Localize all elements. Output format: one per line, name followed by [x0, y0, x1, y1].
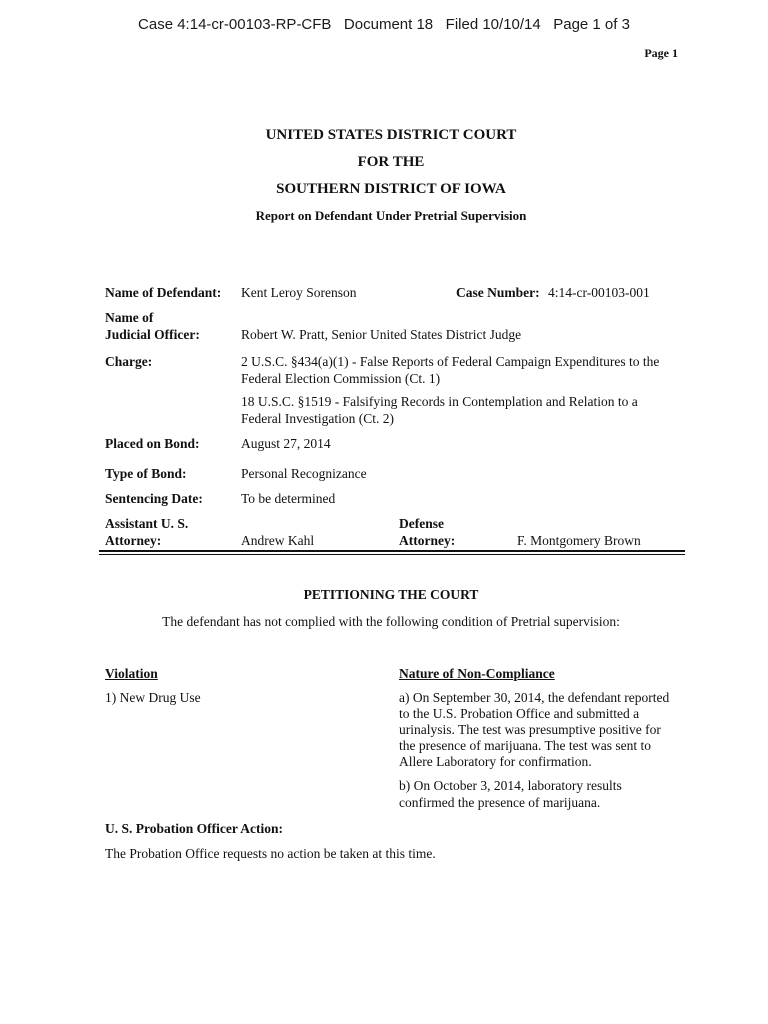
ausa-name: Andrew Kahl: [241, 533, 315, 548]
defense-label-line2: Attorney:: [399, 533, 456, 548]
judicial-label-line2: Judicial Officer:: [105, 327, 200, 342]
charge-2-line2: Federal Investigation (Ct. 2): [241, 411, 394, 426]
case-number-label: Case Number:: [456, 285, 540, 300]
sentencing-date: To be determined: [241, 491, 336, 506]
court-for-the: FOR THE: [357, 154, 425, 170]
non-compliance-a-line3: urinalysis. The test was presumptive positive for: [399, 722, 661, 737]
non-compliance-a-line4: the presence of marijuana. The test was sent to: [399, 738, 652, 753]
non-compliance-b-line2: confirmed the presence of marijuana.: [399, 795, 601, 810]
charge-label: Charge:: [105, 354, 153, 369]
sentencing-label: Sentencing Date:: [105, 491, 203, 506]
charge-1-line2: Federal Election Commission (Ct. 1): [241, 371, 441, 386]
violation-item: 1) New Drug Use: [105, 690, 201, 705]
ausa-label-line2: Attorney:: [105, 533, 162, 548]
charge-2-line1: 18 U.S.C. §1519 - Falsifying Records in Contemplation and Relation to a: [241, 394, 638, 409]
non-compliance-a-line2: to the U.S. Probation Office and submitted a: [399, 706, 640, 721]
petition-intro: The defendant has not complied with the following condition of Pretrial supervision:: [162, 614, 620, 629]
bond-date: August 27, 2014: [241, 436, 331, 451]
bond-type: Personal Recognizance: [241, 466, 367, 481]
non-compliance-a-line5: Allere Laboratory for confirmation.: [399, 754, 592, 769]
defendant-name: Kent Leroy Sorenson: [241, 285, 357, 300]
defense-attorney: F. Montgomery Brown: [517, 533, 641, 548]
petition-heading: PETITIONING THE COURT: [303, 587, 479, 602]
court-name: UNITED STATES DISTRICT COURT: [265, 127, 517, 143]
bond-type-label: Type of Bond:: [105, 466, 187, 481]
action-text: The Probation Office requests no action be taken at this time.: [105, 846, 436, 861]
case-number: 4:14-cr-00103-001: [548, 285, 650, 300]
report-title: Report on Defendant Under Pretrial Supervision: [255, 208, 527, 223]
bond-label: Placed on Bond:: [105, 436, 200, 451]
judicial-officer: Robert W. Pratt, Senior United States District Judge: [241, 327, 522, 342]
charge-1-line1: 2 U.S.C. §434(a)(1) - False Reports of Federal Campaign Expenditures to the: [241, 354, 660, 369]
defense-label-line1: Defense: [399, 516, 444, 531]
page-number: Page 1: [644, 46, 678, 60]
case-header-stamp: Case 4:14-cr-00103-RP-CFB Document 18 Filed 10/10/14 Page 1 of 3: [138, 16, 630, 33]
ausa-label-line1: Assistant U. S.: [105, 516, 189, 531]
non-compliance-b-line1: b) On October 3, 2014, laboratory results: [399, 778, 622, 793]
action-heading: U. S. Probation Officer Action:: [105, 821, 283, 836]
section-divider: [99, 550, 685, 555]
court-district: SOUTHERN DISTRICT OF IOWA: [276, 181, 506, 197]
non-compliance-header: Nature of Non-Compliance: [399, 666, 555, 681]
defendant-label: Name of Defendant:: [105, 285, 222, 300]
judicial-label-line1: Name of: [105, 310, 154, 325]
non-compliance-a-line1: a) On September 30, 2014, the defendant reported: [399, 690, 670, 705]
violation-header: Violation: [105, 666, 158, 681]
